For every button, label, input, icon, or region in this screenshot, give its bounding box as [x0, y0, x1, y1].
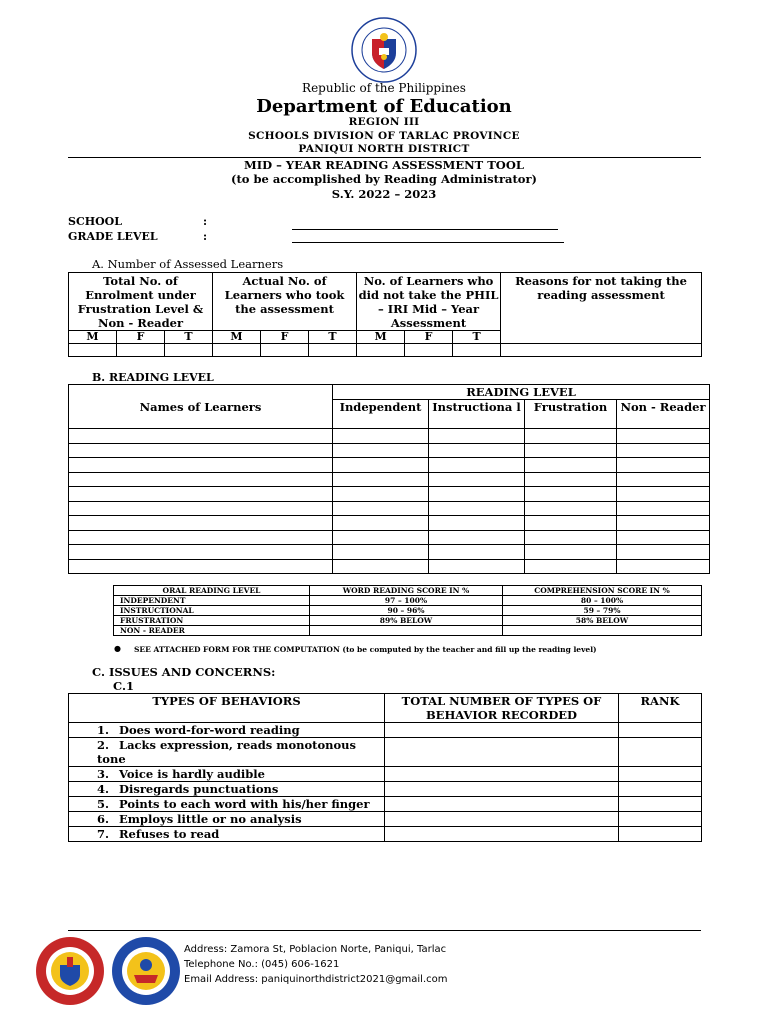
independent-header: Independent — [333, 400, 429, 429]
not-taken-f: F — [405, 331, 453, 344]
legend-header-comprehension: COMPREHENSION SCORE IN % — [503, 586, 702, 596]
not-taken-t: T — [453, 331, 501, 344]
footer-divider — [68, 930, 701, 931]
input-cell[interactable] — [405, 344, 453, 357]
behavior-number: 1. — [97, 723, 110, 737]
behavior-total-cell[interactable] — [385, 797, 619, 812]
reading-level-cell[interactable] — [429, 487, 525, 502]
reading-level-cell[interactable] — [617, 458, 710, 473]
legend-word-score — [310, 626, 503, 636]
reading-level-cell[interactable] — [429, 458, 525, 473]
reading-level-cell[interactable] — [617, 443, 710, 458]
input-cell[interactable] — [309, 344, 357, 357]
total-behaviors-header: TOTAL NUMBER OF TYPES OF BEHAVIOR RECORDED — [385, 694, 619, 723]
reading-level-cell[interactable] — [525, 429, 617, 444]
grade-level-colon: : — [203, 230, 208, 243]
input-cell[interactable] — [213, 344, 261, 357]
form-subtitle: (to be accomplished by Reading Administrator) — [231, 172, 537, 186]
learner-row — [69, 530, 710, 545]
reading-level-cell[interactable] — [429, 516, 525, 531]
school-label: SCHOOL — [68, 215, 122, 228]
learner-row — [69, 516, 710, 531]
reading-level-cell[interactable] — [525, 472, 617, 487]
behavior-text: Refuses to read — [119, 827, 220, 841]
actual-f: F — [261, 331, 309, 344]
legend-comprehension-score: 59 – 79% — [503, 606, 702, 616]
school-colon: : — [203, 215, 208, 228]
behavior-row — [69, 738, 702, 767]
learner-name-cell[interactable] — [69, 559, 333, 574]
learner-row — [69, 559, 710, 574]
reading-level-cell[interactable] — [429, 443, 525, 458]
behavior-number: 6. — [97, 812, 110, 826]
rank-header: RANK — [619, 694, 702, 723]
footer-telephone: Telephone No.: (045) 606-1621 — [184, 959, 340, 970]
enrolment-header: Total No. of Enrolment under Frustration Level & Non - Reader — [69, 273, 213, 331]
legend-level: NON - READER — [114, 626, 310, 636]
legend-word-score: 90 – 96% — [310, 606, 503, 616]
learner-row — [69, 472, 710, 487]
sdo-tarlac-logo — [34, 935, 106, 1007]
learner-name-cell[interactable] — [69, 472, 333, 487]
behavior-rank-cell[interactable] — [619, 827, 702, 842]
behavior-rank-cell[interactable] — [619, 782, 702, 797]
legend-header-word: WORD READING SCORE IN % — [310, 586, 503, 596]
behavior-item — [69, 782, 385, 797]
reading-level-cell[interactable] — [333, 559, 429, 574]
reading-level-cell[interactable] — [525, 501, 617, 516]
district-heading: PANIQUI NORTH DISTRICT — [298, 143, 470, 155]
reading-level-cell[interactable] — [525, 530, 617, 545]
deped-seal-logo — [351, 17, 417, 83]
reading-level-cell[interactable] — [525, 559, 617, 574]
reading-level-cell[interactable] — [617, 516, 710, 531]
behavior-rank-cell[interactable] — [619, 812, 702, 827]
reading-level-cell[interactable] — [333, 429, 429, 444]
section-a-title: A. Number of Assessed Learners — [92, 257, 284, 271]
reading-level-cell[interactable] — [525, 443, 617, 458]
behavior-total-cell[interactable] — [385, 812, 619, 827]
learner-row — [69, 429, 710, 444]
behavior-number: 7. — [97, 827, 110, 841]
reading-level-cell[interactable] — [617, 545, 710, 560]
learner-row — [69, 487, 710, 502]
reading-level-cell[interactable] — [333, 472, 429, 487]
division-heading: SCHOOLS DIVISION OF TARLAC PROVINCE — [248, 130, 520, 142]
behavior-rank-cell[interactable] — [619, 797, 702, 812]
reading-level-cell[interactable] — [617, 501, 710, 516]
legend-word-score: 97 – 100% — [310, 596, 503, 606]
behavior-total-cell[interactable] — [385, 827, 619, 842]
behavior-total-cell[interactable] — [385, 738, 619, 767]
section-c1-label: C.1 — [113, 679, 134, 693]
behavior-row — [69, 767, 702, 782]
behavior-rank-cell[interactable] — [619, 723, 702, 738]
legend-word-score: 89% BELOW — [310, 616, 503, 626]
not-taken-m: M — [357, 331, 405, 344]
input-cell[interactable] — [357, 344, 405, 357]
learner-row — [69, 545, 710, 560]
section-b-title: B. READING LEVEL — [92, 371, 214, 384]
learner-name-cell[interactable] — [69, 458, 333, 473]
reading-level-cell[interactable] — [525, 458, 617, 473]
school-year: S.Y. 2022 – 2023 — [331, 187, 437, 201]
behavior-row — [69, 812, 702, 827]
behavior-row — [69, 797, 702, 812]
grade-level-label: GRADE LEVEL — [68, 230, 158, 243]
form-title: MID – YEAR READING ASSESSMENT TOOL — [244, 158, 524, 172]
legend-level: FRUSTRATION — [114, 616, 310, 626]
reasons-header: Reasons for not taking the reading assessment — [501, 273, 702, 344]
paniqui-north-district-logo — [110, 935, 182, 1007]
instructional-header: Instructiona l — [429, 400, 525, 429]
behavior-item — [69, 738, 385, 767]
legend-comprehension-score: 80 – 100% — [503, 596, 702, 606]
reading-level-cell[interactable] — [617, 429, 710, 444]
reading-level-cell[interactable] — [429, 559, 525, 574]
names-header: Names of Learners — [69, 385, 333, 429]
reading-level-cell[interactable] — [333, 530, 429, 545]
reading-level-cell[interactable] — [333, 516, 429, 531]
computation-note: SEE ATTACHED FORM FOR THE COMPUTATION (to be computed by the teacher and fill up the reading level) — [134, 645, 597, 654]
reading-level-cell[interactable] — [333, 501, 429, 516]
behavior-rank-cell[interactable] — [619, 767, 702, 782]
reading-level-cell[interactable] — [617, 559, 710, 574]
learner-row — [69, 458, 710, 473]
reading-level-cell[interactable] — [525, 516, 617, 531]
learner-name-cell[interactable] — [69, 530, 333, 545]
input-cell[interactable] — [165, 344, 213, 357]
reading-level-cell[interactable] — [617, 530, 710, 545]
footer-email: Email Address: paniquinorthdistrict2021@gmail.com — [184, 974, 448, 985]
input-cell[interactable] — [117, 344, 165, 357]
reading-level-cell[interactable] — [525, 487, 617, 502]
reading-level-cell[interactable] — [429, 429, 525, 444]
behavior-row — [69, 723, 702, 738]
behavior-number: 4. — [97, 782, 110, 796]
reading-level-cell[interactable] — [333, 458, 429, 473]
reading-level-cell[interactable] — [429, 472, 525, 487]
behavior-number: 3. — [97, 767, 110, 781]
behavior-number: 2. — [97, 738, 110, 752]
reading-level-legend — [113, 585, 702, 636]
department-heading: Department of Education — [256, 96, 512, 117]
input-cell[interactable] — [261, 344, 309, 357]
learner-name-cell[interactable] — [69, 443, 333, 458]
input-cell[interactable] — [69, 344, 117, 357]
reading-level-cell[interactable] — [333, 487, 429, 502]
behavior-total-cell[interactable] — [385, 723, 619, 738]
assessed-learners-table — [68, 272, 702, 357]
behavior-item — [69, 797, 385, 812]
reading-level-cell[interactable] — [617, 487, 710, 502]
non-reader-header: Non - Reader — [617, 400, 710, 429]
behavior-item — [69, 767, 385, 782]
reading-level-header: READING LEVEL — [333, 385, 710, 400]
legend-comprehension-score — [503, 626, 702, 636]
input-cell[interactable] — [453, 344, 501, 357]
school-field[interactable] — [292, 229, 558, 230]
behavior-total-cell[interactable] — [385, 767, 619, 782]
actual-m: M — [213, 331, 261, 344]
behavior-text: Points to each word with his/her finger — [119, 797, 370, 811]
behavior-text: Voice is hardly audible — [119, 767, 265, 781]
republic-heading: Republic of the Philippines — [302, 81, 466, 95]
learner-row — [69, 501, 710, 516]
behavior-rank-cell[interactable] — [619, 738, 702, 767]
behaviors-header: TYPES OF BEHAVIORS — [69, 694, 385, 723]
behavior-total-cell[interactable] — [385, 782, 619, 797]
reading-level-cell[interactable] — [525, 545, 617, 560]
learner-row — [69, 443, 710, 458]
grade-level-field[interactable] — [292, 242, 564, 243]
behavior-row — [69, 782, 702, 797]
enrolment-t: T — [165, 331, 213, 344]
behavior-item — [69, 723, 385, 738]
behaviors-table — [68, 693, 702, 842]
reading-level-cell[interactable] — [429, 530, 525, 545]
behavior-row — [69, 827, 702, 842]
reading-level-cell[interactable] — [333, 545, 429, 560]
reading-level-cell[interactable] — [429, 545, 525, 560]
enrolment-m: M — [69, 331, 117, 344]
behavior-text: Lacks expression, reads monotonous tone — [97, 738, 356, 766]
footer-address: Address: Zamora St, Poblacion Norte, Paniqui, Tarlac — [184, 944, 447, 955]
legend-level: INDEPENDENT — [114, 596, 310, 606]
region-heading: REGION III — [348, 116, 420, 128]
reading-level-cell[interactable] — [333, 443, 429, 458]
enrolment-f: F — [117, 331, 165, 344]
learner-name-cell[interactable] — [69, 516, 333, 531]
legend-header-level: ORAL READING LEVEL — [114, 586, 310, 596]
reading-level-cell[interactable] — [617, 472, 710, 487]
actual-learners-header: Actual No. of Learners who took the assessment — [213, 273, 357, 331]
learner-name-cell[interactable] — [69, 487, 333, 502]
reading-level-table — [68, 384, 710, 574]
learner-name-cell[interactable] — [69, 501, 333, 516]
frustration-header: Frustration — [525, 400, 617, 429]
learner-name-cell[interactable] — [69, 429, 333, 444]
behavior-text: Disregards punctuations — [119, 782, 279, 796]
bullet-icon: ● — [114, 644, 121, 653]
behavior-text: Employs little or no analysis — [119, 812, 302, 826]
input-cell[interactable] — [501, 344, 702, 357]
behavior-number: 5. — [97, 797, 110, 811]
behavior-text: Does word-for-word reading — [119, 723, 300, 737]
not-taken-header: No. of Learners who did not take the PHIL – IRI Mid – Year Assessment — [357, 273, 501, 331]
behavior-item — [69, 827, 385, 842]
reading-level-cell[interactable] — [429, 501, 525, 516]
legend-level: INSTRUCTIONAL — [114, 606, 310, 616]
section-c-title: C. ISSUES AND CONCERNS: — [92, 665, 276, 679]
legend-comprehension-score: 58% BELOW — [503, 616, 702, 626]
behavior-item — [69, 812, 385, 827]
learner-name-cell[interactable] — [69, 545, 333, 560]
actual-t: T — [309, 331, 357, 344]
